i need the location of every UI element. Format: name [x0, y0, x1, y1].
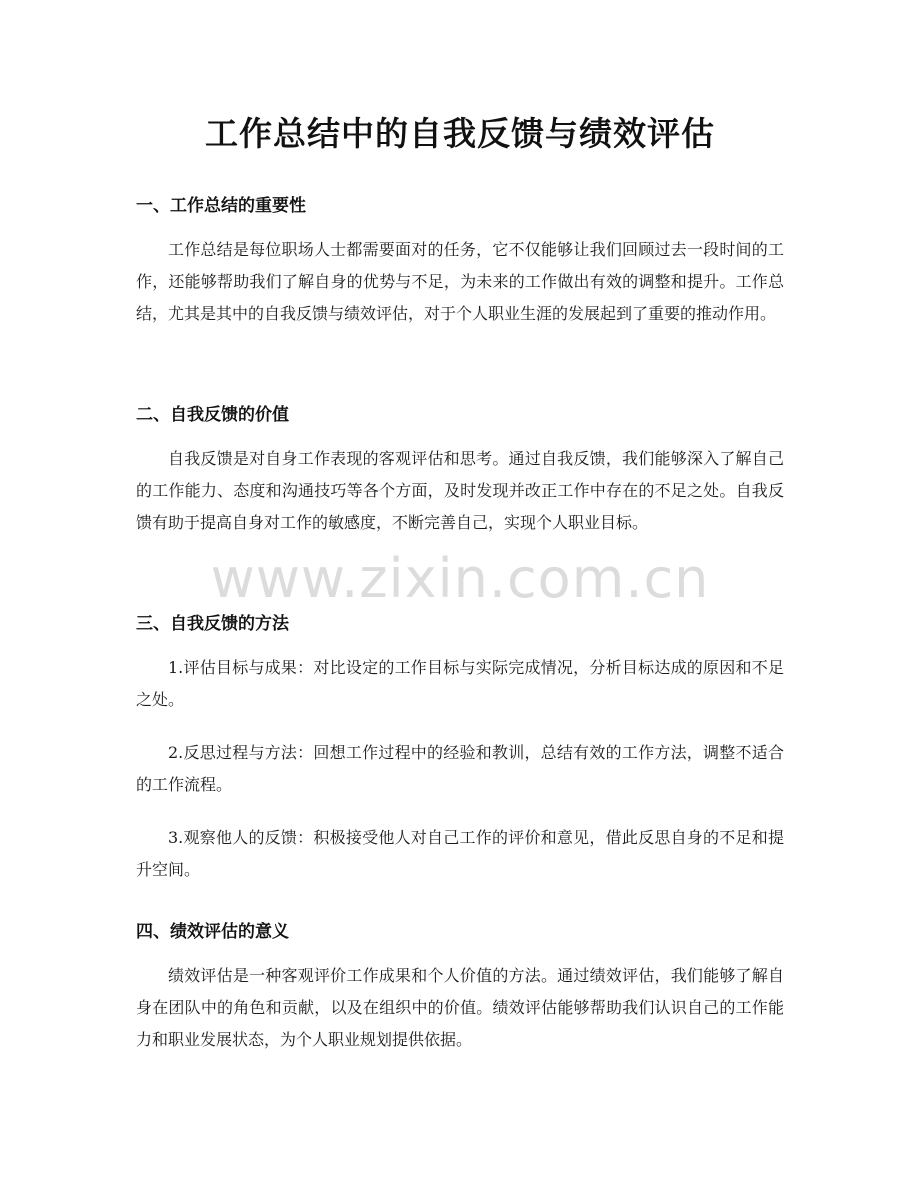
section-heading-performance-meaning: 四、绩效评估的意义	[136, 922, 289, 942]
method-item: 3.观察他人的反馈：积极接受他人对自己工作的评价和意见，借此反思自身的不足和提升空间。	[136, 828, 784, 879]
section-paragraph: 工作总结是每位职场人士都需要面对的任务，它不仅能够让我们回顾过去一段时间的工作，还能够帮助我们了解自身的优势与不足，为未来的工作做出有效的调整和提升。工作总结，尤其是其中的自我反馈与绩效评估，对于个人职业生涯的发展起到了重要的推动作用。	[136, 240, 784, 323]
section-heading-feedback-methods: 三、自我反馈的方法	[136, 614, 289, 634]
section-heading-importance: 一、工作总结的重要性	[136, 196, 306, 216]
section-heading-feedback-value: 二、自我反馈的价值	[136, 405, 289, 425]
watermark-text: www.zixin.com.cn	[210, 547, 710, 610]
section-paragraph: 绩效评估是一种客观评价工作成果和个人价值的方法。通过绩效评估，我们能够了解自身在团队中的角色和贡献，以及在组织中的价值。绩效评估能够帮助我们认识自己的工作能力和职业发展状态，为个人职业规划提供依据。	[136, 966, 784, 1049]
method-item: 2.反思过程与方法：回想工作过程中的经验和教训，总结有效的工作方法，调整不适合的工作流程。	[136, 743, 784, 794]
method-item: 1.评估目标与成果：对比设定的工作目标与实际完成情况，分析目标达成的原因和不足之处。	[136, 658, 784, 709]
document-title: 工作总结中的自我反馈与绩效评估	[205, 114, 715, 153]
section-paragraph: 自我反馈是对自身工作表现的客观评估和思考。通过自我反馈，我们能够深入了解自己的工作能力、态度和沟通技巧等各个方面，及时发现并改正工作中存在的不足之处。自我反馈有助于提高自身对工作的敏感度，不断完善自己，实现个人职业目标。	[136, 449, 784, 532]
